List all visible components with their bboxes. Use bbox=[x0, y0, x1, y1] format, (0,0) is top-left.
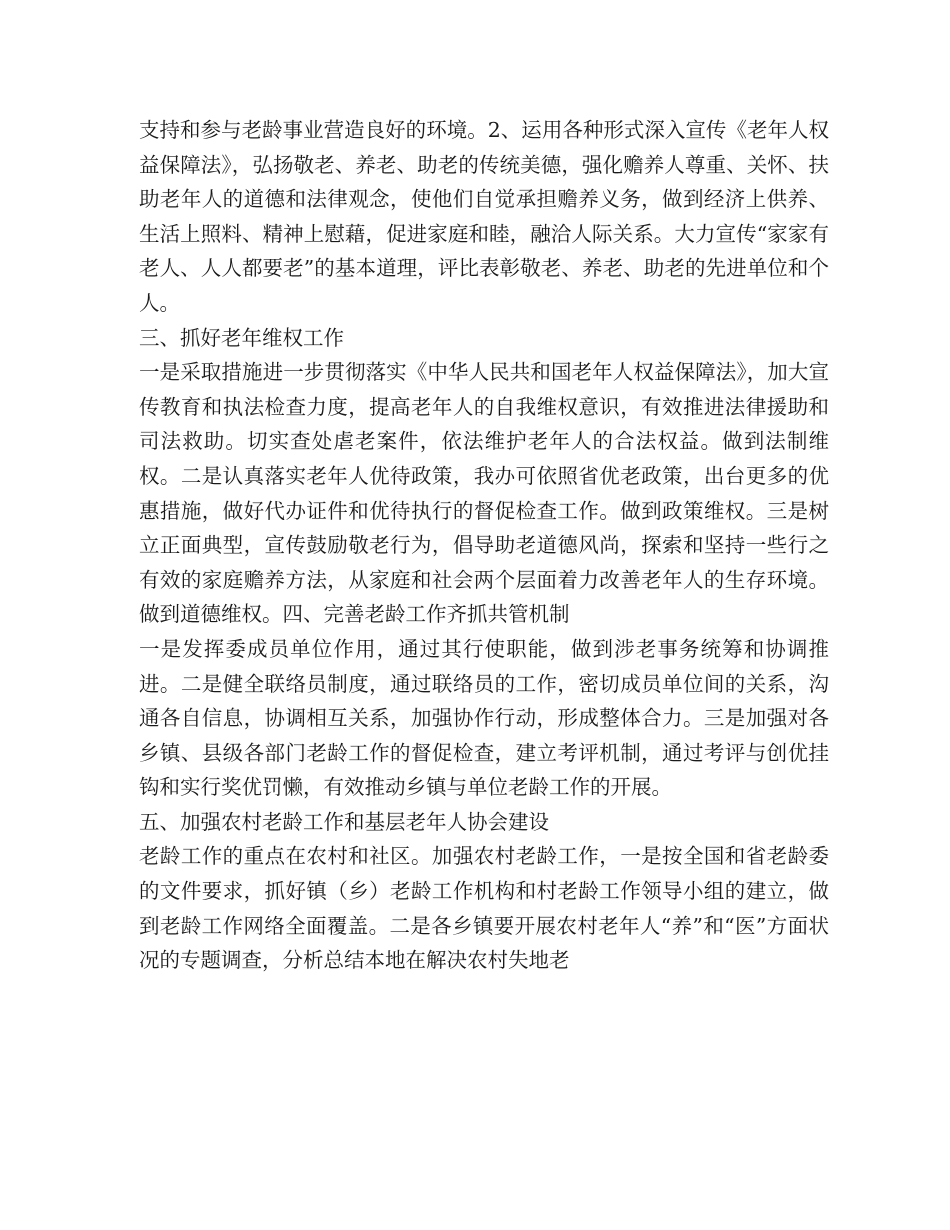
section-heading-rights-protection: 三、抓好老年维权工作 bbox=[139, 325, 344, 350]
paragraph-rural-work: 老龄工作的重点在农村和社区。加强农村老龄工作，一是按全国和省老龄委的文件要求，抓好镇（乡）老龄工作机构和村老龄工作领导小组的建立，做到老龄工作网络全面覆盖。二是各乡镇要开展农村老年人“养”和“医”方面状况的专题调查，分析总结本地在解决农村失地老 bbox=[139, 844, 829, 973]
section-heading-rural-work: 五、加强农村老龄工作和基层老年人协会建设 bbox=[139, 809, 549, 834]
paragraph-rights-protection: 一是采取措施进一步贯彻落实《中华人民共和国老年人权益保障法》，加大宣传教育和执法检查力度，提高老年人的自我维权意识，有效推进法律援助和司法救助。切实查处虐老案件，依法维护老年人的合法权益。做到法制维权。二是认真落实老年人优待政策，我办可依照省优老政策，出台更多的优惠措施，做好代办证件和优待执行的督促检查工作。做到政策维权。三是树立正面典型，宣传鼓励敬老行为，倡导助老道德风尚，探索和坚持一些行之有效的家庭赡养方法，从家庭和社会两个层面着力改善老年人的生存环境。做到道德维权。四、完善老龄工作齐抓共管机制 bbox=[139, 360, 829, 627]
paragraph-environment-publicity: 支持和参与老龄事业营造良好的环境。2、运用各种形式深入宣传《老年人权益保障法》，弘扬敬老、养老、助老的传统美德，强化赡养人尊重、关怀、扶助老年人的道德和法律观念，使他们自觉承担赡养义务，做到经济上供养、生活上照料、精神上慰藉，促进家庭和睦，融洽人际关系。大力宣传“家家有老人、人人都要老”的基本道理，评比表彰敬老、养老、助老的先进单位和个人。 bbox=[139, 118, 829, 315]
document-body bbox=[139, 113, 829, 978]
paragraph-joint-management: 一是发挥委成员单位作用，通过其行使职能，做到涉老事务统筹和协调推进。二是健全联络员制度，通过联络员的工作，密切成员单位间的关系，沟通各自信息，协调相互关系，加强协作行动，形成整体合力。三是加强对各乡镇、县级各部门老龄工作的督促检查，建立考评机制，通过考评与创优挂钩和实行奖优罚懒，有效推动乡镇与单位老龄工作的开展。 bbox=[139, 636, 829, 800]
